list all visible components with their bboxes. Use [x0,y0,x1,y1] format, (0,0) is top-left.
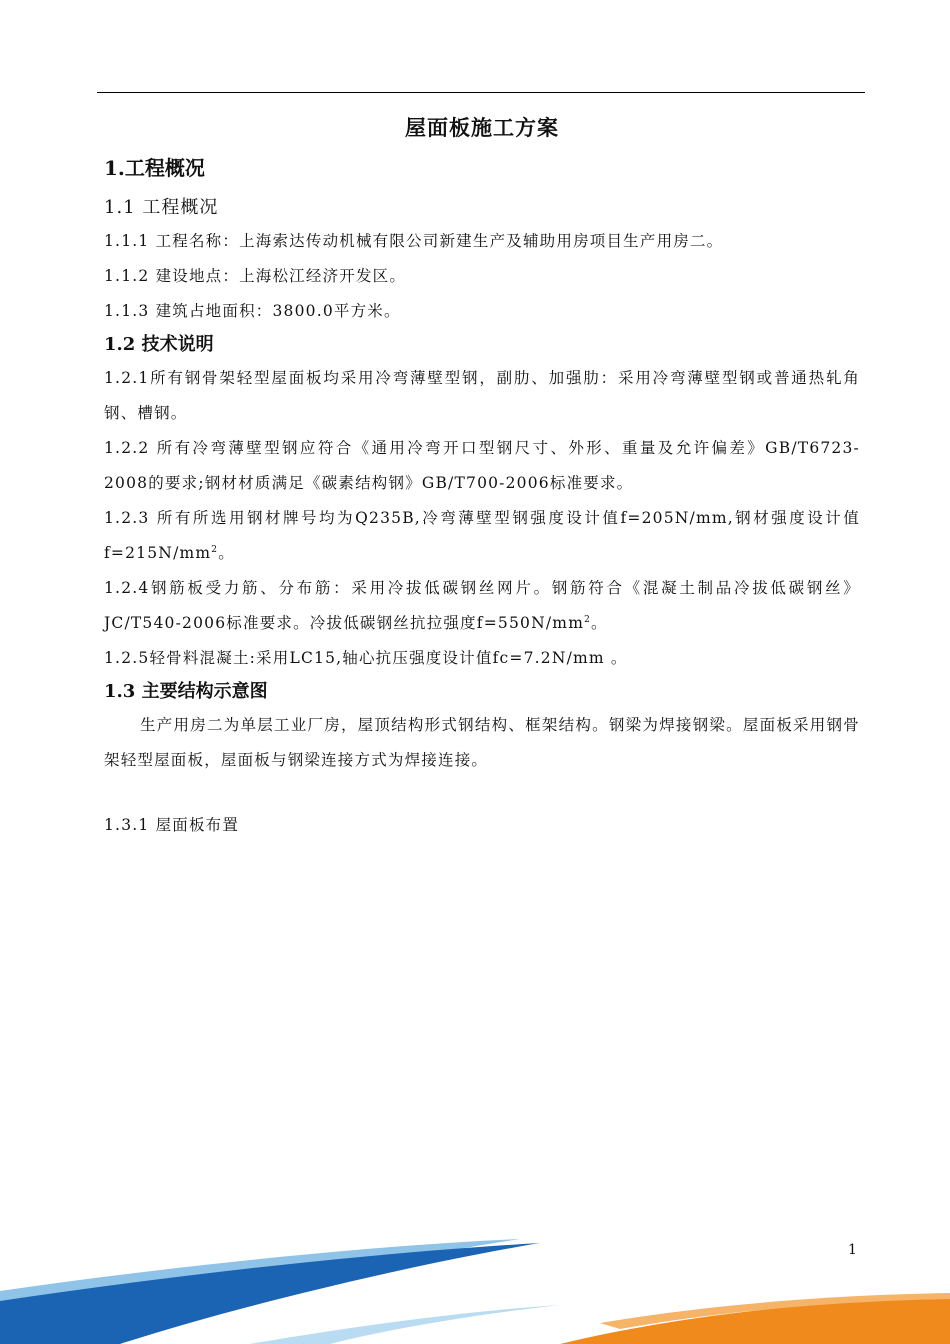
document-body [104,112,860,843]
paragraph-1-2-3-end: 。 [218,544,235,562]
paragraph-1-2-3 [104,501,860,571]
paragraph-1-2-2: 1.2.2 所有冷弯薄壁型钢应符合《通用冷弯开口型钢尺寸、外形、重量及允许偏差》GB/T6723-2008的要求;钢材材质满足《碳素结构钢》GB/T700-2006标准要求。 [104,439,860,492]
paragraph-1-2-4 [104,571,860,641]
footer-wave-decoration [0,1205,950,1344]
subsection-heading-1-3: 1.3 主要结构示意图 [104,681,268,702]
paragraph-1-1-1: 1.1.1 工程名称：上海索达传动机械有限公司新建生产及辅助用房项目生产用房二。 [104,232,724,250]
subsection-heading-1-2: 1.2 技术说明 [104,334,214,355]
paragraph-1-2-4-text: 1.2.4钢筋板受力筋、分布筋：采用冷拔低碳钢丝网片。钢筋符合《混凝土制品冷拔低碳钢丝》JC/T540-2006标准要求。冷拔低碳钢丝抗拉强度f=550N/mm [104,579,860,632]
subsection-heading-1-1: 1.1 工程概况 [104,197,219,218]
superscript-2: 2 [584,614,592,625]
paragraph-1-2-5: 1.2.5轻骨料混凝土:采用LC15,轴心抗压强度设计值fc=7.2N/mm 。 [104,649,628,667]
spacer [104,778,860,808]
paragraph-1-1-2: 1.1.2 建设地点：上海松江经济开发区。 [104,267,407,285]
paragraph-1-3-1: 1.3.1 屋面板布置 [104,816,240,834]
paragraph-1-2-3-text: 1.2.3 所有所选用钢材牌号均为Q235B,冷弯薄壁型钢强度设计值f=205N/mm,钢材强度设计值f=215N/mm [104,509,860,562]
paragraph-1-2-4-end: 。 [591,614,608,632]
section-heading-1: 1.工程概况 [104,156,205,180]
paragraph-1-3-body: 生产用房二为单层工业厂房，屋顶结构形式钢结构、框架结构。钢梁为焊接钢梁。屋面板采用钢骨架轻型屋面板，屋面板与钢梁连接方式为焊接连接。 [104,716,860,769]
header-rule [97,92,865,93]
superscript-2: 2 [211,544,219,555]
light-blue-accent [250,1305,560,1344]
document-title: 屋面板施工方案 [405,115,559,140]
paragraph-1-2-1: 1.2.1所有钢骨架轻型屋面板均采用冷弯薄壁型钢，副肋、加强肋：采用冷弯薄壁型钢或普通热轧角钢、槽钢。 [104,369,860,422]
paragraph-1-1-3: 1.1.3 建筑占地面积：3800.0平方米。 [104,302,401,320]
page-number: 1 [848,1242,857,1258]
